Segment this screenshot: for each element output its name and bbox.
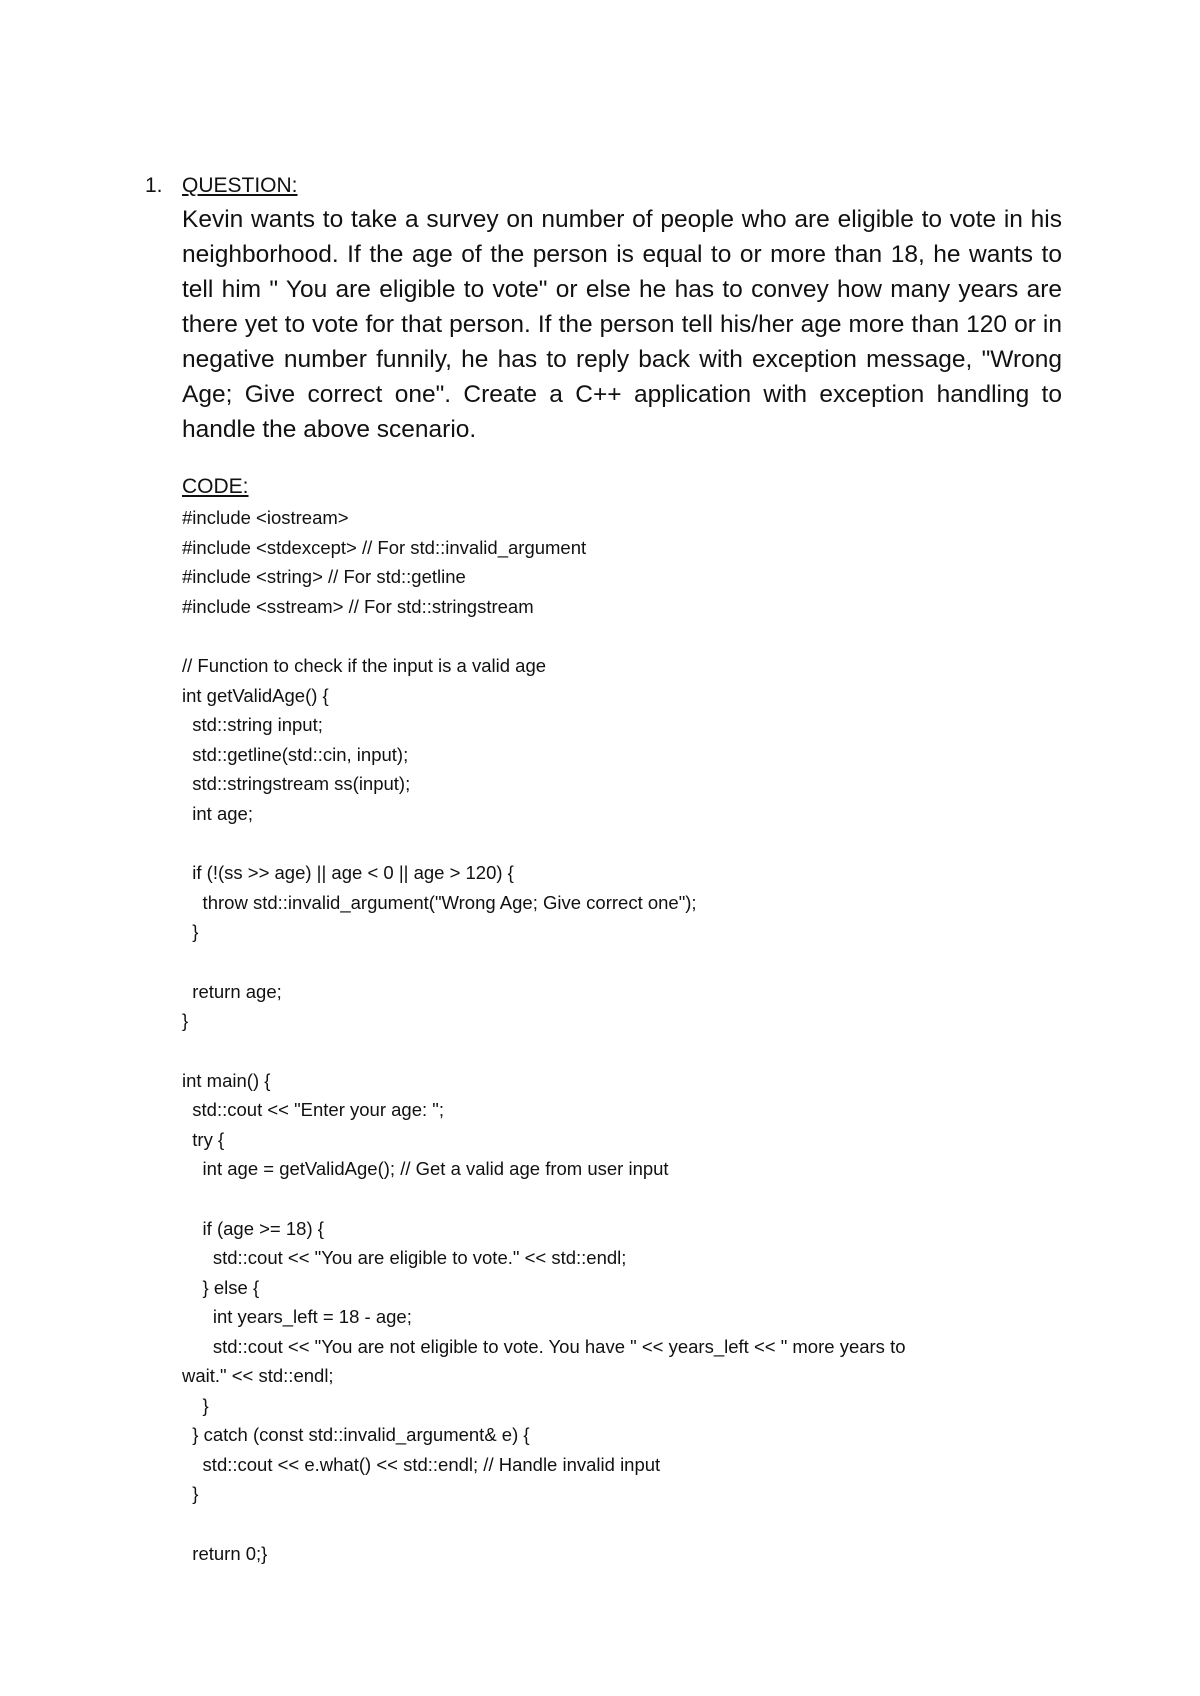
- code-line: int main() {: [182, 1069, 271, 1091]
- code-line: [182, 1036, 1062, 1066]
- code-line: int getValidAge() {: [182, 684, 329, 706]
- code-line: std::cout << "You are not eligible to vote. You have " << years_left << " more years to: [182, 1335, 906, 1357]
- code-line: std::cout << "You are eligible to vote." << std::endl;: [182, 1247, 627, 1268]
- code-line: } catch (const std::invalid_argument& e) {: [182, 1424, 530, 1445]
- code-line: std::string input;: [182, 714, 323, 735]
- code-line: }: [182, 1394, 209, 1416]
- code-line: return 0;}: [182, 1542, 268, 1564]
- code-block: [182, 503, 1062, 1568]
- code-line: #include <string> // For std::getline: [182, 566, 466, 587]
- code-heading: CODE:: [182, 475, 249, 498]
- code-line: [182, 1509, 1062, 1539]
- code-line: }: [182, 921, 199, 942]
- code-line: [182, 1184, 1062, 1214]
- code-line: }: [182, 1010, 189, 1031]
- code-line: throw std::invalid_argument("Wrong Age; Give correct one");: [182, 891, 697, 913]
- code-line: if (!(ss >> age) || age < 0 || age > 120) {: [182, 862, 514, 883]
- code-line: return age;: [182, 980, 282, 1002]
- code-line: if (age >= 18) {: [182, 1217, 324, 1239]
- question-text: Kevin wants to take a survey on number of people who are eligible to vote in his neighborhood. If the age of the person is equal to or more than 18, he wants to tell him " You are eligible to vote" or else he has to convey how many years are there yet to vote for that person. If the person tell his/her age more than 120 or in negative number funnily, he has to reply back with exception message, "Wrong Age; Give correct one". Create a C++ application with exception handling to handle the above scenario.: [182, 206, 1062, 443]
- code-line: }: [182, 1483, 199, 1504]
- code-line: int years_left = 18 - age;: [182, 1306, 412, 1327]
- code-line: [182, 947, 1062, 977]
- question-heading: QUESTION:: [182, 174, 298, 197]
- question-number: 1.: [145, 174, 163, 197]
- code-line: std::cout << e.what() << std::endl; // Handle invalid input: [182, 1453, 661, 1475]
- code-line: wait." << std::endl;: [182, 1365, 334, 1386]
- code-line: } else {: [182, 1276, 260, 1298]
- code-line: // Function to check if the input is a valid age: [182, 655, 547, 676]
- code-line: [182, 828, 1062, 858]
- code-line: #include <stdexcept> // For std::invalid_argument: [182, 536, 587, 558]
- code-line: std::cout << "Enter your age: ";: [182, 1099, 444, 1120]
- code-line: int age;: [182, 802, 253, 824]
- code-line: try {: [182, 1128, 225, 1150]
- code-line: int age = getValidAge(); // Get a valid age from user input: [182, 1158, 669, 1179]
- code-line: std::stringstream ss(input);: [182, 773, 411, 794]
- code-line: [182, 621, 1062, 651]
- code-line: std::getline(std::cin, input);: [182, 743, 409, 765]
- code-line: #include <iostream>: [182, 507, 349, 528]
- code-line: #include <sstream> // For std::stringstream: [182, 595, 534, 617]
